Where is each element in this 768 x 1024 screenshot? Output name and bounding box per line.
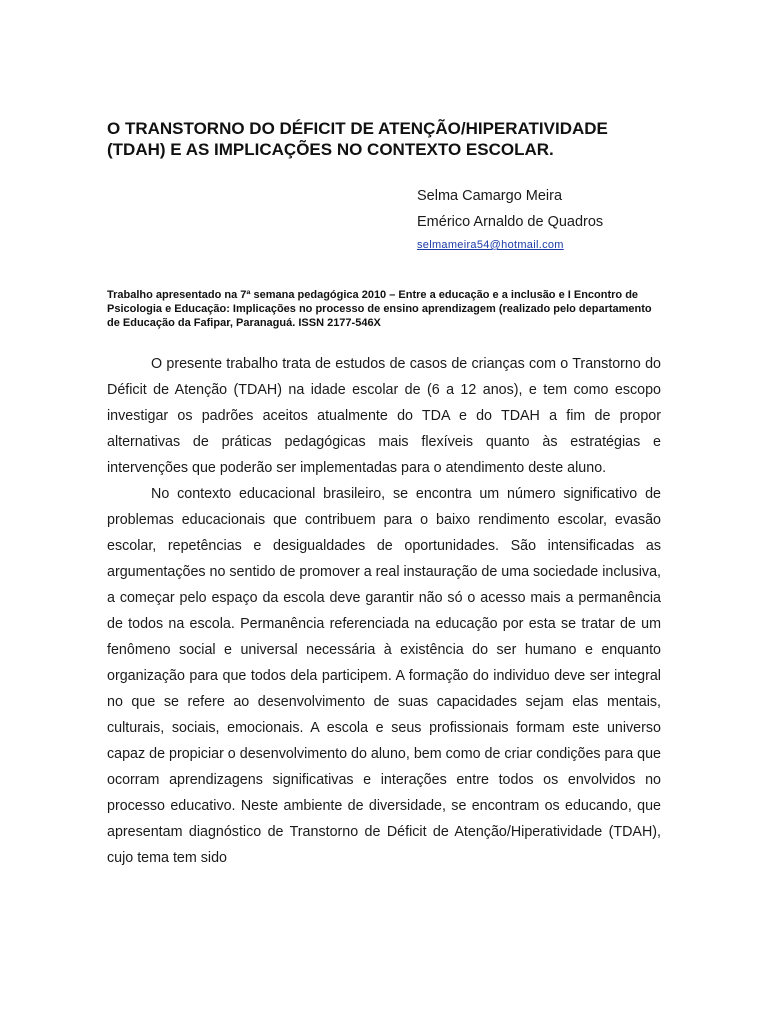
- author-name: Emérico Arnaldo de Quadros: [417, 214, 604, 230]
- paragraph: O presente trabalho trata de estudos de casos de crianças com o Transtorno do Déficit de Atenção (TDAH) na idade escolar de (6 a 12 anos), e tem como escopo investigar os padrões aceitos atualmente do TDA e do TDAH a fim de propor alternativas de práticas pedagógicas mais flexíveis quanto às estratégias e intervenções que poderão ser implementadas para o atendimento deste aluno.: [107, 356, 661, 476]
- presentation-note: Trabalho apresentado na 7ª semana pedagógica 2010 – Entre a educação e a inclusão e I Encontro de Psicologia e Educação: Implicações no processo de ensino aprendizagem (realizado pelo departamento de Educação da Fafipar, Paranaguá. ISSN 2177-546X: [107, 289, 652, 329]
- body-text: [107, 351, 661, 871]
- author-name: Selma Camargo Meira: [417, 188, 563, 204]
- author-email-link[interactable]: selmameira54@hotmail.com: [417, 239, 564, 251]
- author-block: [417, 183, 737, 254]
- page-title: O TRANSTORNO DO DÉFICIT DE ATENÇÃO/HIPERATIVIDADE (TDAH) E AS IMPLICAÇÕES NO CONTEXTO ESCOLAR.: [107, 119, 608, 159]
- paragraph: No contexto educacional brasileiro, se encontra um número significativo de problemas educacionais que contribuem para o baixo rendimento escolar, evasão escolar, repetências e desigualdades de oportunidades. São intensificadas as argumentações no sentido de promover a real instauração de uma sociedade inclusiva, a começar pelo espaço da escola deve garantir não só o acesso mais a permanência de todos na escola. Permanência referenciada na educação por esta se tratar de um fenômeno social e universal necessária à existência do ser humano e enquanto organização para que todos dela participem. A formação do individuo deve ser integral no que se refere ao desenvolvimento de suas capacidades sejam elas mentais, culturais, sociais, emocionais. A escola e seus profissionais formam este universo capaz de propiciar o desenvolvimento do aluno, bem como de criar condições para que ocorram aprendizagens significativas e interações entre todos os envolvidos no processo educativo. Neste ambiente de diversidade, se encontram os educando, que apresentam diagnóstico de Transtorno de Déficit de Atenção/Hiperatividade (TDAH), cujo tema tem sido: [107, 486, 661, 866]
